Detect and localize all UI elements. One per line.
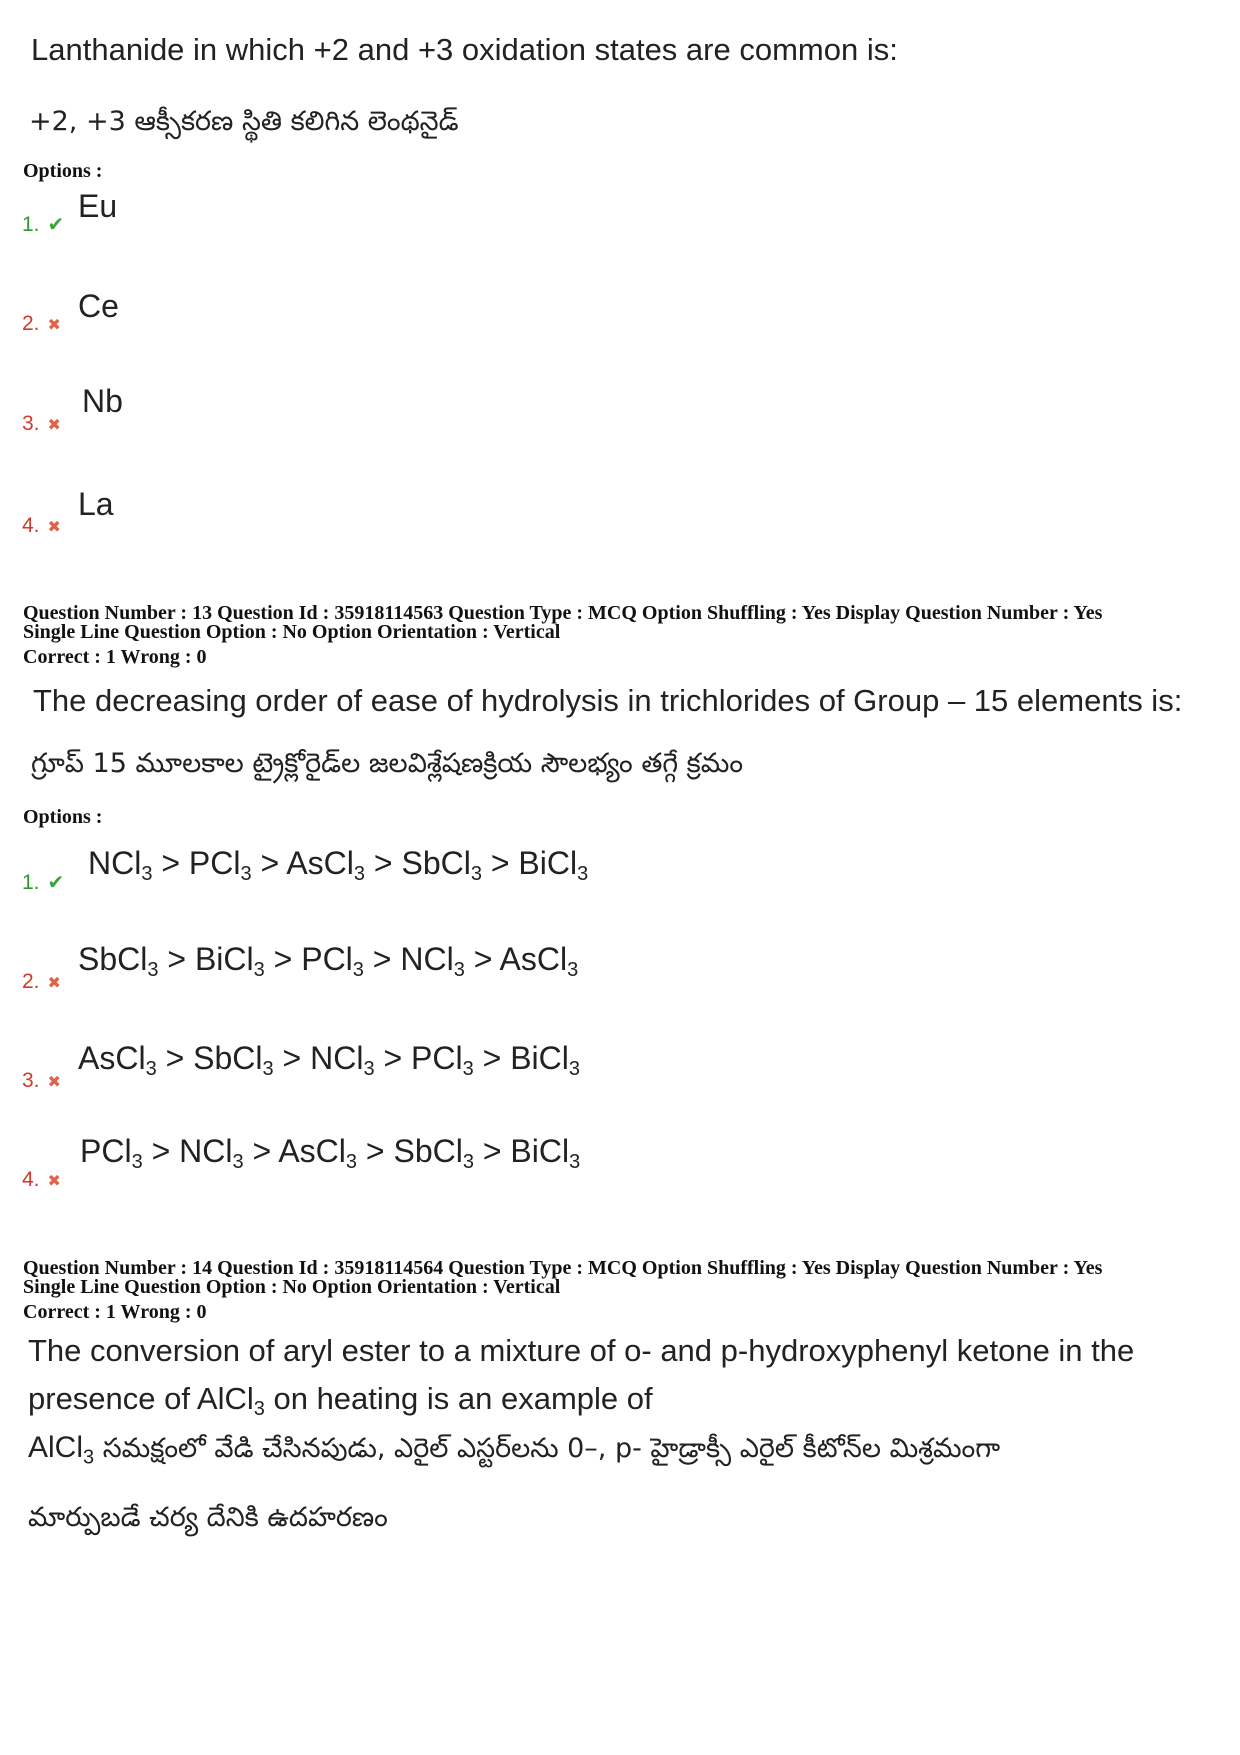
- q12-option-3-value: Nb: [82, 383, 123, 419]
- cross-icon: ✖: [47, 315, 61, 334]
- formula-item: SbCl$_3$: [393, 1133, 474, 1173]
- q14-meta-line-1: Question Number : 14 Question Id : 35918114564 Question Type : MCQ Option Shuffling : Yes Display Question Number : Yes: [23, 1257, 1103, 1279]
- q13-meta-line-2: Single Line Question Option : No Option Orientation : Vertical: [23, 621, 561, 643]
- cross-icon: ✖: [47, 415, 61, 434]
- q13-option-4-formula: PCl$_3$ > NCl$_3$ > AsCl$_3$ > SbCl$_3$ > BiCl$_3$: [80, 1133, 581, 1173]
- q14-question-text-te-line-1: AlCl$_3$ సమక్షంలో వేడి చేసినపుడు, ఎరైల్ ఎస్టర్‌లను 0–, p- హైడ్రాక్సీ ఎరైల్ కీటోన్‌ల మిశ్రమంగా: [28, 1431, 1001, 1469]
- q14-question-text-en-line-2: presence of AlCl$_3$ on heating is an example of: [28, 1381, 653, 1420]
- option-number: 3.: [22, 412, 40, 435]
- option-number: 2.: [22, 970, 40, 993]
- cross-icon: ✖: [47, 1072, 61, 1091]
- q13-meta-line-1: Question Number : 13 Question Id : 35918114563 Question Type : MCQ Option Shuffling : Yes Display Question Number : Yes: [23, 602, 1103, 624]
- q13-option-3: [22, 1069, 61, 1093]
- q12-option-3: [22, 412, 61, 436]
- formula-item: NCl$_3$: [310, 1040, 375, 1080]
- check-icon: ✔: [47, 212, 65, 236]
- q13-option-2: [22, 970, 61, 994]
- q12-option-4: [22, 514, 61, 538]
- q12-option-1: [22, 212, 64, 237]
- cross-icon: ✖: [47, 517, 61, 536]
- q14-correct-wrong: Correct : 1 Wrong : 0: [23, 1301, 207, 1323]
- formula-item: BiCl$_3$: [510, 1040, 580, 1080]
- formula-item: BiCl$_3$: [510, 1133, 581, 1173]
- formula-item: BiCl$_3$: [518, 845, 589, 885]
- q13-option-1: [22, 870, 64, 895]
- option-number: 3.: [22, 1069, 40, 1092]
- formula-item: SbCl$_3$: [78, 941, 159, 981]
- option-number: 1.: [22, 871, 40, 894]
- formula-item: PCl$_3$: [301, 941, 364, 981]
- q13-option-1-formula: NCl$_3$ > PCl$_3$ > AsCl$_3$ > SbCl$_3$ > BiCl$_3$: [88, 845, 589, 885]
- q13-question-text-en: The decreasing order of ease of hydrolysis in trichlorides of Group – 15 elements is:: [33, 683, 1183, 718]
- q13-options-label: Options :: [23, 806, 103, 828]
- q13-correct-wrong: Correct : 1 Wrong : 0: [23, 646, 207, 668]
- q12-option-2: [22, 312, 61, 336]
- formula-item: AsCl$_3$: [78, 1040, 157, 1080]
- q14-meta-line-2: Single Line Question Option : No Option Orientation : Vertical: [23, 1276, 561, 1298]
- option-number: 2.: [22, 312, 40, 335]
- formula-item: AsCl$_3$: [278, 1133, 357, 1173]
- q14-question-text-te-line-2: మార్పుబడే చర్య దేనికి ఉదహరణం: [28, 1502, 388, 1533]
- formula-item: NCl$_3$: [88, 845, 153, 885]
- formula-item: NCl$_3$: [400, 941, 465, 981]
- q13-option-3-formula: AsCl$_3$ > SbCl$_3$ > NCl$_3$ > PCl$_3$ > BiCl$_3$: [78, 1040, 580, 1080]
- q12-question-text-te: +2, +3 ఆక్సీకరణ స్థితి కలిగిన లెంథనైడ్: [29, 106, 459, 137]
- check-icon: ✔: [47, 870, 65, 894]
- q12-option-2-value: Ce: [78, 288, 119, 324]
- cross-icon: ✖: [47, 973, 61, 992]
- formula-item: NCl$_3$: [179, 1133, 244, 1173]
- cross-icon: ✖: [47, 1171, 61, 1190]
- formula-item: PCl$_3$: [80, 1133, 143, 1173]
- q12-question-text-en: Lanthanide in which +2 and +3 oxidation states are common is:: [31, 32, 898, 67]
- option-number: 1.: [22, 213, 40, 236]
- q14-question-text-en-line-1: The conversion of aryl ester to a mixture of o- and p-hydroxyphenyl ketone in the: [28, 1333, 1135, 1368]
- q12-options-label: Options :: [23, 160, 103, 182]
- formula-item: SbCl$_3$: [401, 845, 482, 885]
- q12-option-1-value: Eu: [78, 188, 118, 224]
- q13-option-4: [22, 1168, 61, 1192]
- option-number: 4.: [22, 1168, 40, 1191]
- formula-item: PCl$_3$: [411, 1040, 474, 1080]
- formula-item: SbCl$_3$: [193, 1040, 274, 1080]
- formula-item: AsCl$_3$: [286, 845, 365, 885]
- q12-option-4-value: La: [78, 486, 114, 522]
- formula-item: PCl$_3$: [188, 845, 252, 885]
- formula-item: BiCl$_3$: [194, 941, 265, 981]
- q13-question-text-te: గ్రూప్ 15 మూలకాల ట్రైక్లోరైడ్‌ల జలవిశ్లేషణక్రియ సౌలభ్యం తగ్గే క్రమం: [31, 748, 744, 779]
- q13-option-2-formula: SbCl$_3$ > BiCl$_3$ > PCl$_3$ > NCl$_3$ > AsCl$_3$: [78, 941, 579, 981]
- option-number: 4.: [22, 514, 40, 537]
- formula-item: AsCl$_3$: [499, 941, 579, 981]
